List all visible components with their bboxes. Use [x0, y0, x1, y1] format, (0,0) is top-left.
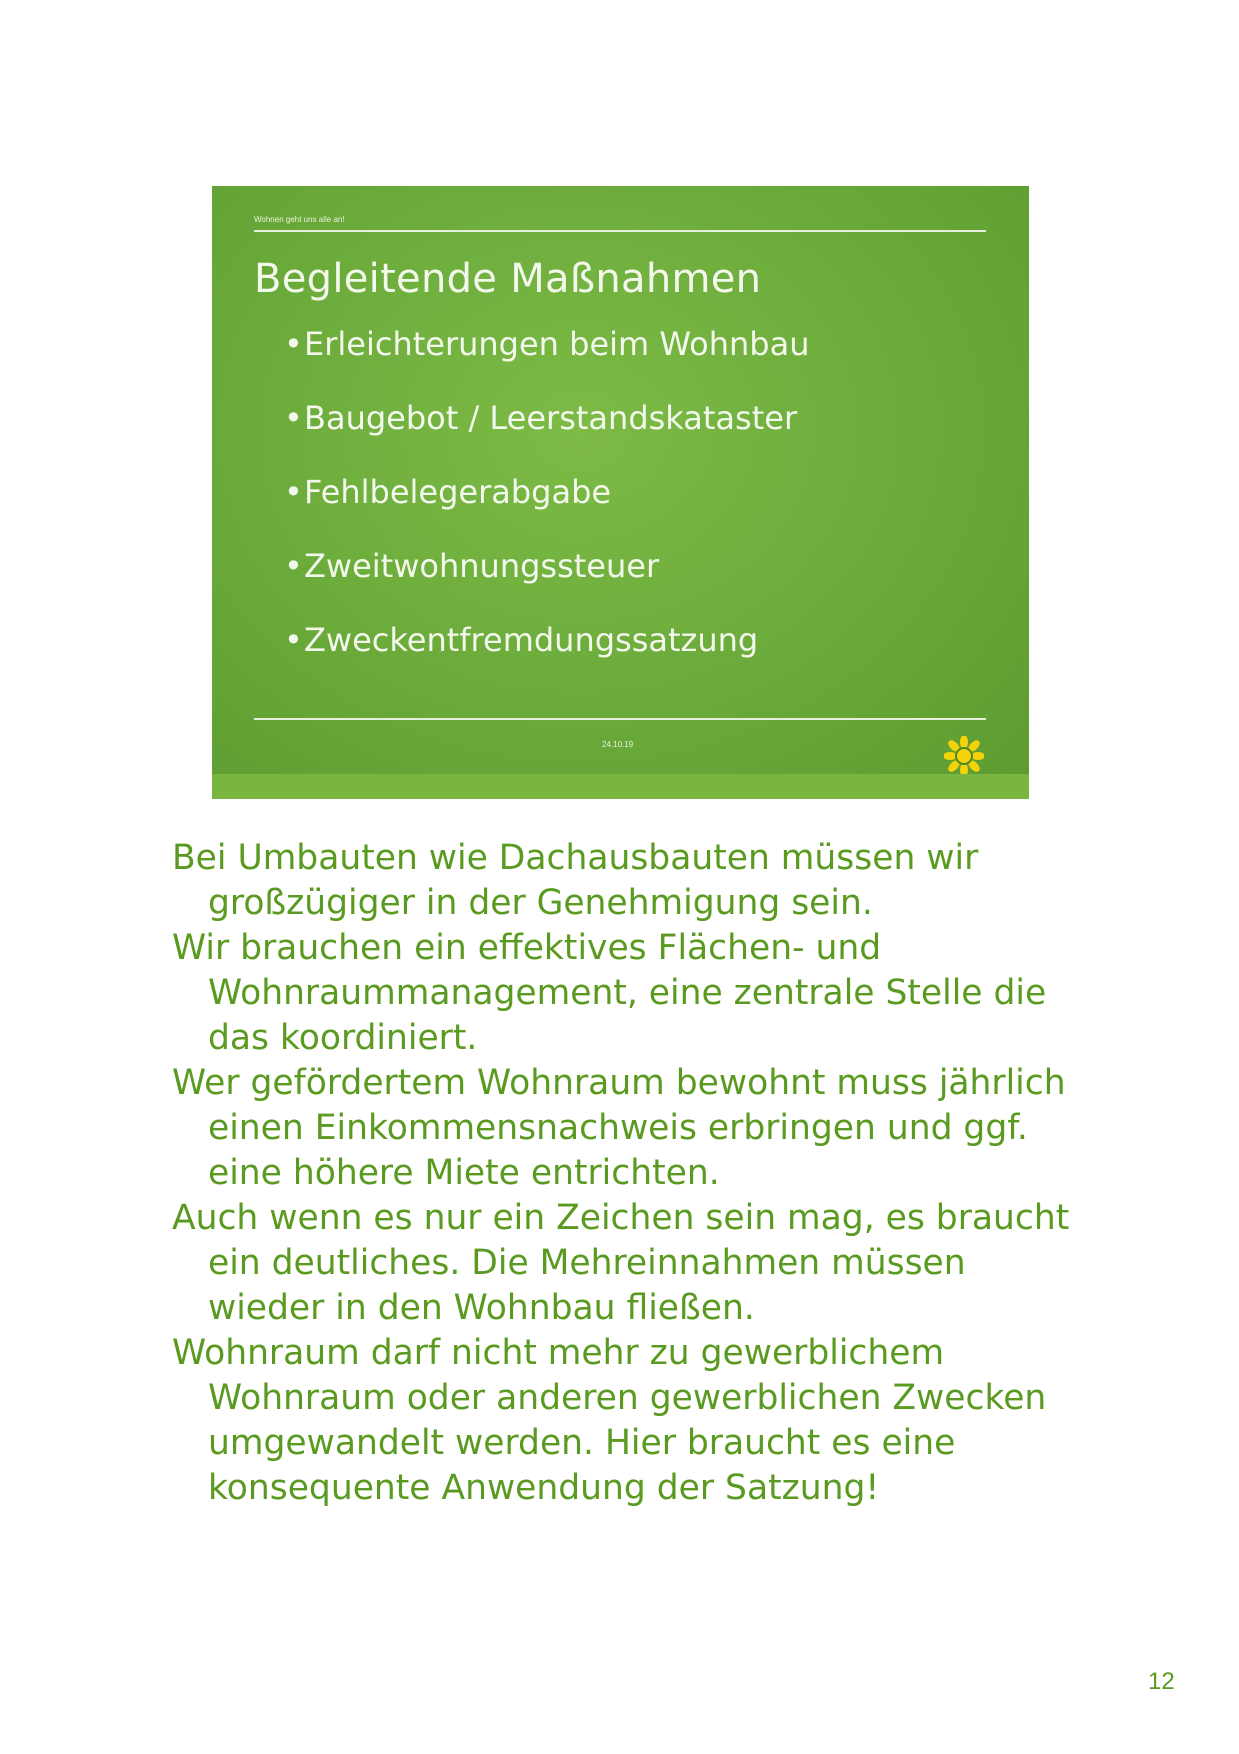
- slide-top-divider: [254, 230, 986, 232]
- sunflower-icon: [944, 736, 984, 776]
- notes-paragraph: Auch wenn es nur ein Zeichen sein mag, es braucht ein deutliches. Die Mehreinnahmen müssen wieder in den Wohnbau fließen.: [172, 1198, 1070, 1328]
- speaker-notes: [172, 836, 1092, 1511]
- slide-bullet-text: Fehlbelegerabgabe: [304, 473, 612, 511]
- page-number: 12: [1148, 1668, 1175, 1695]
- slide-bullet-text: Zweckentfremdungssatzung: [304, 621, 759, 659]
- slide-bullet-item: [284, 472, 809, 546]
- slide-header-text: Wohnen geht uns alle an!: [254, 215, 345, 224]
- slide-bullet-item: [284, 546, 809, 620]
- slide-bullet-item: [284, 324, 809, 398]
- bullet-icon: •: [284, 325, 303, 363]
- bullet-icon: •: [284, 621, 303, 659]
- notes-paragraph: Wer gefördertem Wohnraum bewohnt muss jährlich einen Einkommensnachweis erbringen und ggf. eine höhere Miete entrichten.: [172, 1063, 1066, 1193]
- slide-bullet-text: Baugebot / Leerstandskataster: [304, 399, 798, 437]
- slide-bottom-divider: [254, 718, 986, 720]
- slide-bullet-text: Erleichterungen beim Wohnbau: [304, 325, 810, 363]
- notes-paragraph: Wir brauchen ein effektives Flächen- und Wohnraummanagement, eine zentrale Stelle die das koordiniert.: [172, 928, 1047, 1058]
- slide-title: Begleitende Maßnahmen: [254, 256, 762, 302]
- slide-bullet-text: Zweitwohnungssteuer: [304, 547, 660, 585]
- bullet-icon: •: [284, 399, 303, 437]
- slide-image: [212, 186, 1029, 799]
- slide-bullet-item: [284, 398, 809, 472]
- bullet-icon: •: [284, 473, 303, 511]
- slide-footer-bar: [212, 774, 1029, 799]
- slide-bullet-item: [284, 620, 809, 694]
- bullet-icon: •: [284, 547, 303, 585]
- slide-bullet-list: [284, 324, 809, 694]
- slide-date: 24.10.19: [602, 740, 634, 749]
- notes-paragraph: Bei Umbauten wie Dachausbauten müssen wir großzügiger in der Genehmigung sein.: [172, 838, 979, 923]
- notes-paragraph: Wohnraum darf nicht mehr zu gewerblichem Wohnraum oder anderen gewerblichen Zwecken umgewandelt werden. Hier braucht es eine konsequente Anwendung der Satzung!: [172, 1333, 1047, 1508]
